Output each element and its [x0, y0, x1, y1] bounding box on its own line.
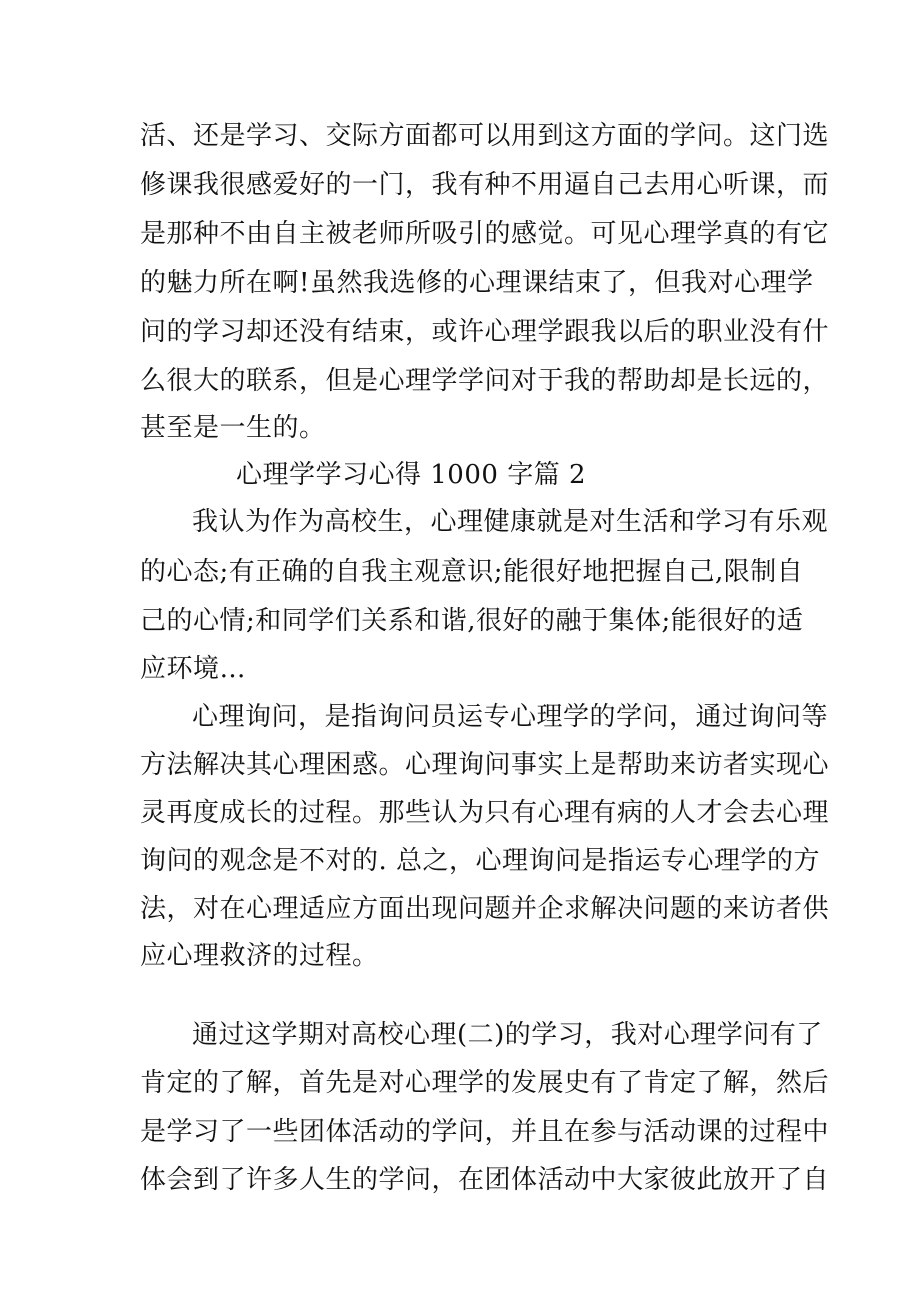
text-line: 问的学习却还没有结束，或许心理学跟我以后的职业没有什 [140, 317, 830, 347]
text-line: 己的心情;和同学们关系和谐,很好的融于集体;能很好的适 [140, 606, 804, 636]
paragraph-first-line: 通过这学期对高校心理(二)的学习，我对心理学问有了 [192, 1020, 823, 1050]
text-line: 方法解决其心理困惑。心理询问事实上是帮助来访者实现心 [140, 750, 830, 780]
paragraph-first-line: 心理询问，是指询问员运专心理学的学问，通过询问等 [192, 702, 829, 732]
text-line: 应心理救济的过程。 [140, 941, 379, 971]
text-line: 应环境… [140, 654, 247, 684]
text-line: 灵再度成长的过程。那些认为只有心理有病的人才会去心理 [140, 798, 830, 828]
paragraph-first-line: 我认为作为高校生，心理健康就是对生活和学习有乐观 [192, 507, 829, 537]
text-line: 是学习了一些团体活动的学问，并且在参与活动课的过程中 [140, 1117, 830, 1147]
text-line: 活、还是学习、交际方面都可以用到这方面的学问。这门选 [140, 121, 830, 151]
text-line: 法，对在心理适应方面出现问题并企求解决问题的来访者供 [140, 894, 830, 924]
text-line: 的魅力所在啊!虽然我选修的心理课结束了，但我对心理学 [140, 268, 814, 298]
text-line: 是那种不由自主被老师所吸引的感觉。可见心理学真的有它 [140, 219, 830, 249]
text-line: 修课我很感爱好的一门，我有种不用逼自己去用心听课，而 [140, 170, 830, 200]
text-line: 么很大的联系，但是心理学学问对于我的帮助却是长远的， [140, 366, 830, 396]
text-line: 肯定的了解，首先是对心理学的发展史有了肯定了解，然后 [140, 1068, 830, 1098]
text-line: 的心态;有正确的自我主观意识;能很好地把握自己,限制自 [140, 557, 804, 587]
text-line: 甚至是一生的。 [140, 413, 326, 443]
section-heading: 心理学学习心得 1000 字篇 2 [236, 460, 587, 490]
text-line: 体会到了许多人生的学问，在团体活动中大家彼此放开了自 [140, 1165, 830, 1195]
text-line: 询问的观念是不对的. 总之，心理询问是指运专心理学的方 [140, 846, 821, 876]
